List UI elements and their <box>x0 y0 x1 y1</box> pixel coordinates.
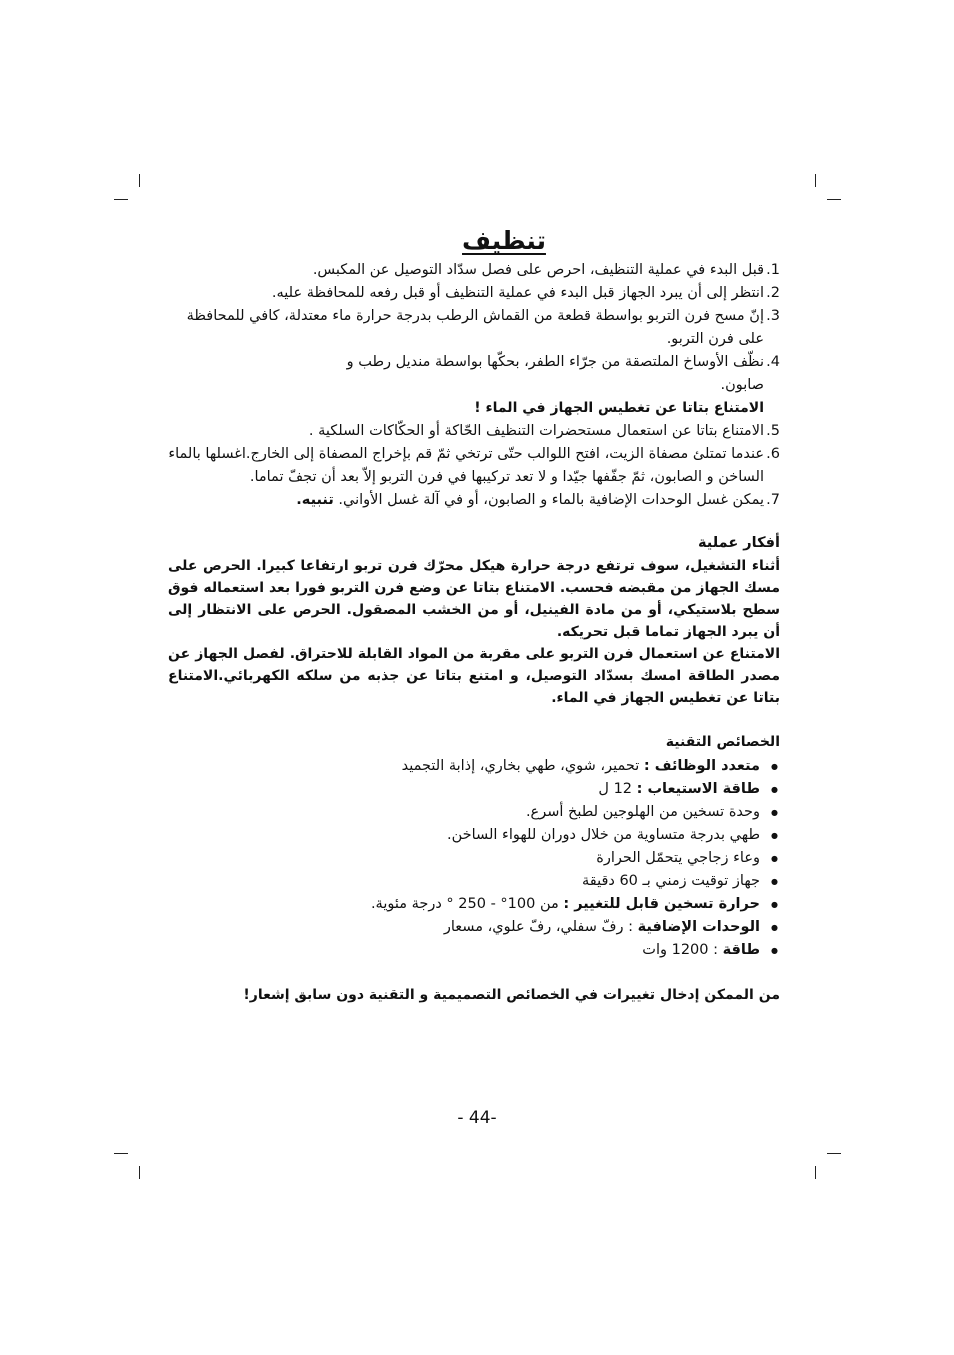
list-item: ● وعاء زجاجي يتحمّل الحرارة <box>168 847 780 870</box>
list-item: ● طهي بدرجة متساوية من خلال دوران للهواء الساخن. <box>168 824 780 847</box>
crop-mark <box>815 174 816 187</box>
specs-title: الخصائص التقنية <box>665 734 780 750</box>
list-item: ● طاقة الاستيعاب : 12 ل <box>168 778 780 801</box>
list-item: ● جهاز توقيت زمني بـ 60 دقيقة <box>168 870 780 893</box>
list-item: 6. عندما تمتلئ مصفاة الزيت، افتح اللوالب حتّى ترتخي ثمّ قم بإخراج المصفاة إلى الخارج.اغسلها بالماء الساخن و الصابون، ثمّ جفّفها جيّدا و لا تعد تركيبها في فرن التربو إلاّ بعد أن تجفّ تماما. <box>168 446 780 485</box>
tips-paragraph: أثناء التشغيل، سوف ترتفع درجة حرارة هيكل محرّك فرن تربو ارتفاعا كبيرا. الحرص على مسك الجهاز من مقبضه فحسب. الامتناع بتاتا عن وضع فرن التربو فورا بعد استعماله فوق سطح بلاستيكي، أو من مادة الفينيل، أو من الخشب المصقول. الحرص على الانتظار إلى أن يبرد الجهاز تماما قبل تحريكه. <box>168 558 780 640</box>
cleaning-steps-list <box>168 259 780 397</box>
page-number: - 44- <box>457 1108 497 1128</box>
crop-mark <box>114 199 128 200</box>
crop-mark <box>139 1166 140 1179</box>
list-item: 2. انتظر إلى أن يبرد الجهاز قبل البدء في عملية التنظيف أو قبل رفعه للمحافظة عليه. <box>271 285 780 301</box>
list-item: 1. قبل البدء في عملية التنظيف، احرص على فصل سدّاد التوصيل عن المكبس. <box>312 262 780 278</box>
list-item: 7. يمكن غسل الوحدات الإضافية بالماء و الصابون، أو في آلة غسل الأواني. تنبيه. <box>296 492 780 508</box>
crop-mark <box>827 1153 841 1154</box>
list-item: 4. نظّف الأوساخ الملتصقة من جرّاء الطفر، بحكّها بواسطة منديل رطب و صابون. <box>346 354 780 393</box>
notice-text: من الممكن إدخال تغييرات في الخصائص التصميمية و التقنية دون سابق إشعار! <box>243 987 780 1003</box>
list-item: ● الوحدات الإضافية : رفّ سفلي، رفّ علوي، مسعار <box>168 916 780 939</box>
list-item: 5. الامتناع بتاتا عن استعمال مستحضرات التنظيف الحّاكة أو الحكّاكات السلكية . <box>308 423 780 439</box>
list-item: 3. إنّ مسح فرن التربو بواسطة قطعة من القماش الرطب بدرجة حرارة ماء معتدلة، كافي للمحافظة على فرن التربو. <box>186 308 780 347</box>
list-item: ● حرارة تسخين قابل للتغيير : من 100° - 250 ° درجة مئوية. <box>168 893 780 916</box>
warning-text: الامتناع بتاتا عن تغطيس الجهاز في الماء ! <box>474 400 764 416</box>
cleaning-steps-list-2 <box>168 420 780 512</box>
page-content <box>168 226 780 1006</box>
page-title: تنظيف <box>462 226 546 255</box>
notice-label: تنبيه. <box>296 492 334 508</box>
crop-mark <box>815 1166 816 1179</box>
specs-list <box>168 755 780 962</box>
list-item: ● وحدة تسخين من الهلوجين لطبخ أسرع. <box>168 801 780 824</box>
crop-mark <box>827 199 841 200</box>
list-item: ● طاقة : 1200 وات <box>168 939 780 962</box>
crop-mark <box>139 174 140 187</box>
tips-paragraph: الامتناع عن استعمال فرن التربو على مقربة من المواد القابلة للاحتراق. لفصل الجهاز عن مصدر الطاقة امسك بسدّاد التوصيل، و امتنع بتاتا عن جذبه من سلكه الكهربائي.الامتناع بتاتا عن تغطيس الجهاز في الماء. <box>168 646 780 706</box>
list-item: ● متعدد الوظائف : تحمير، شوي، طهي بخاري، إذابة التجميد <box>168 755 780 778</box>
crop-mark <box>114 1153 128 1154</box>
tips-title: أفكار عملية <box>698 535 780 551</box>
